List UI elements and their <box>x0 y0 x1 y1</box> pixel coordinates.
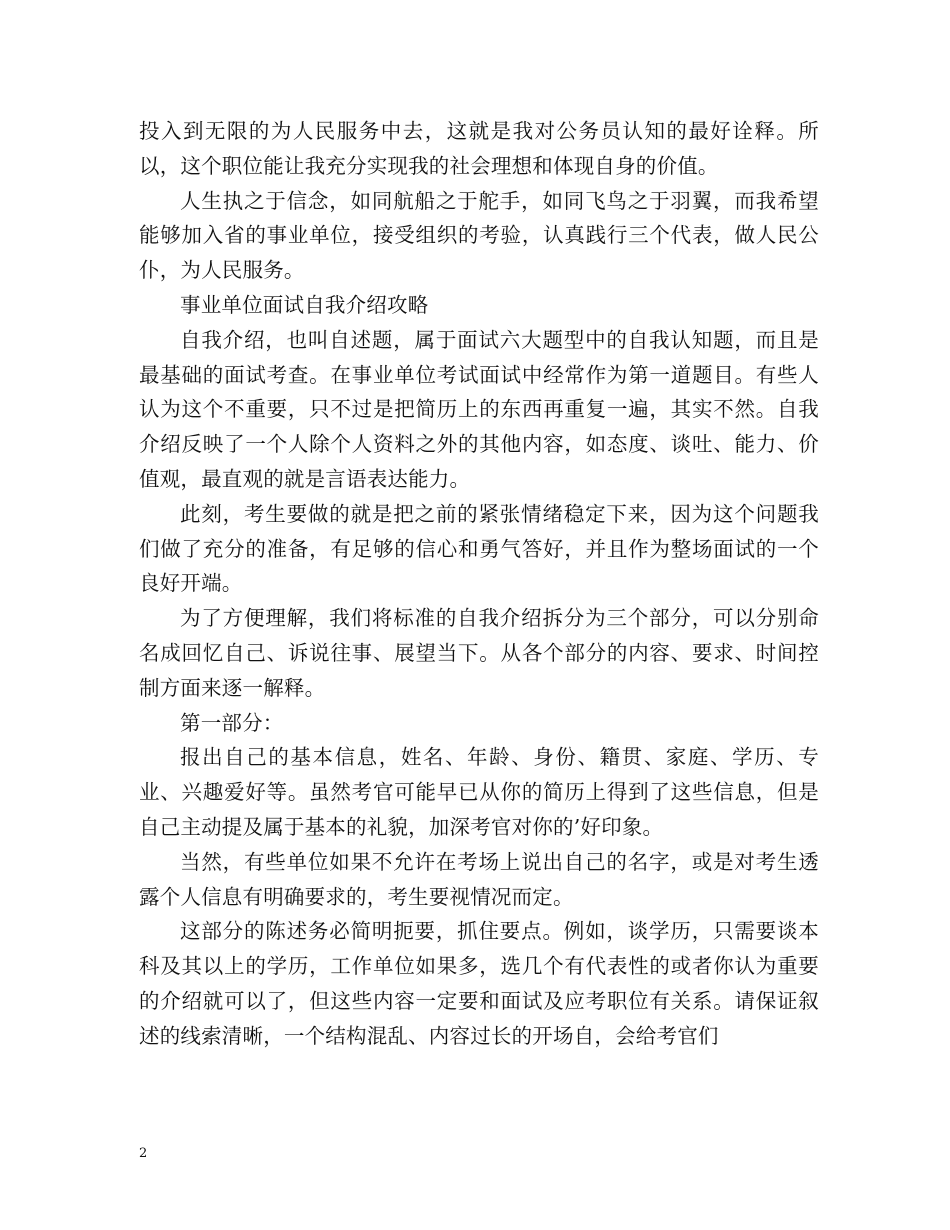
section-heading: 事业单位面试自我介绍攻略 <box>180 292 429 317</box>
paragraph-continuation: 投入到无限的为人民服务中去，这就是我对公务员认知的最好诠释。所以，这个职位能让我充分实现我的社会理想和体现自身的价值。 <box>139 119 819 178</box>
paragraph-calm: 此刻，考生要做的就是把之前的紧张情绪稳定下来，因为这个问题我们做了充分的准备，有足够的信心和勇气答好，并且作为整场面试的一个良好开端。 <box>139 501 819 596</box>
paragraph-belief: 人生执之于信念，如同航船之于舵手，如同飞鸟之于羽翼，而我希望能够加入省的事业单位，接受组织的考验，认真践行三个代表，做人民公仆，为人民服务。 <box>139 188 819 283</box>
paragraph-self-intro: 自我介绍，也叫自述题，属于面试六大题型中的自我认知题，而且是最基础的面试考查。在事业单位考试面试中经常作为第一道题目。有些人认为这个不重要，只不过是把简历上的东西再重复一遍，其实不然。自我介绍反映了一个人除个人资料之外的其他内容，如态度、谈吐、能力、价值观，最直观的就是言语表达能力。 <box>139 327 819 491</box>
paragraph-three-parts: 为了方便理解，我们将标准的自我介绍拆分为三个部分，可以分别命名成回忆自己、诉说往事、展望当下。从各个部分的内容、要求、时间控制方面来逐一解释。 <box>139 606 819 700</box>
page-number: 2 <box>139 1146 148 1161</box>
paragraph-restrictions: 当然，有些单位如果不允许在考场上说出自己的名字，或是对考生透露个人信息有明确要求的，考生要视情况而定。 <box>139 849 819 909</box>
body-text <box>139 114 819 1054</box>
part-one-heading: 第一部分： <box>180 710 284 735</box>
paragraph-basic-info: 报出自己的基本信息，姓名、年龄、身份、籍贯、家庭、学历、专业、兴趣爱好等。虽然考官可能早已从你的简历上得到了这些信息，但是自己主动提及属于基本的礼貌，加深考官对你的’好印象。 <box>139 745 819 839</box>
paragraph-concise: 这部分的陈述务必简明扼要，抓住要点。例如，谈学历，只需要谈本科及其以上的学历，工作单位如果多，选几个有代表性的或者你认为重要的介绍就可以了，但这些内容一定要和面试及应考职位有关系。请保证叙述的线索清晰，一个结构混乱、内容过长的开场自，会给考官们 <box>139 919 819 1048</box>
